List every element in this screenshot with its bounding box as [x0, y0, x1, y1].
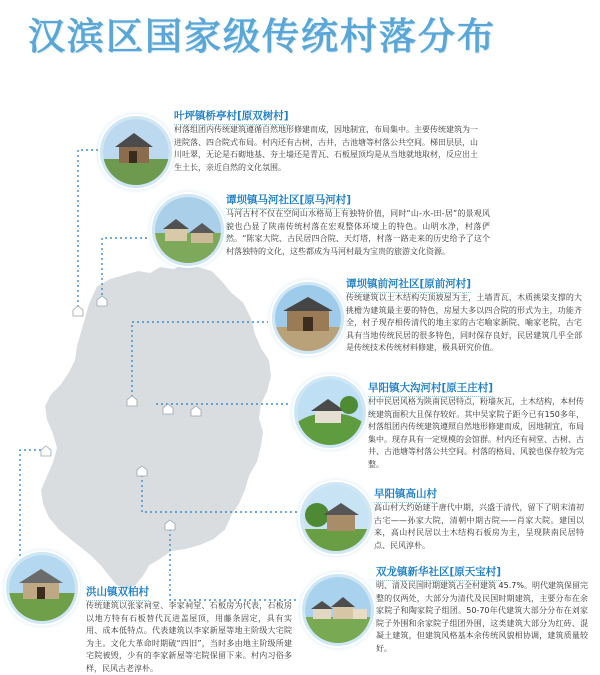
village-photo-v7 — [6, 552, 78, 624]
village-description: 传统建筑以张家祠堂、李家祠堂、石板房为代表，石板房以地方特有石板替代瓦进盖屋顶，用藤条固定，具有实用、成本低特点。代表建筑以李家新屋等地主阶级大宅院为主。文化大革命时期破“四旧”，当时多由地主阶级所建宅院被毁，少有的李家新屋等宅院保留下来。村内习俗多样，民风古老淳朴。 — [86, 601, 292, 673]
village-title: 双龙镇新华社区[原天宝村] — [376, 564, 501, 581]
village-title: 谭坝镇前河社区[原前河村] — [346, 276, 471, 293]
village-photo-v4 — [294, 376, 366, 448]
village-photo-v5 — [300, 482, 372, 554]
village-description: 高山村大约始建于唐代中期，兴盛于清代，留下了明末清初古宅——孙家大院，清朝中期古院——肖家大院。建国以来，高山村民居以土木结构石板房为主，呈现陕南民居特点、民风淳朴。 — [374, 503, 584, 550]
village-pin — [41, 446, 51, 456]
village-photo-v1 — [100, 116, 172, 188]
village-title: 叶坪镇桥亭村[原双树村] — [174, 108, 289, 125]
village-description: 传统建筑以土木结构尖顶坡屋为主，土墙青瓦，木质挑梁支撑的大挑檐为建筑最主要的特色，房屋大多以四合院的形式为主，功能齐全，村子现存相传清代的地主家的古宅喻家新院、喻家老院，古宅具有当地传统民居的很多特色，同时保存良好，民居建筑几乎全部是传统技术传统材料修建，极具研究价值。 — [346, 293, 582, 352]
page-title: 汉滨区国家级传统村落分布 — [28, 15, 496, 58]
village-title: 早阳镇大沟河村[原王庄村] — [368, 380, 493, 397]
village-title: 洪山镇双柏村 — [86, 584, 149, 601]
village-title: 早阳镇高山村 — [374, 486, 437, 503]
village-description: 马河古村不仅在空间山水格局上有独特价值，同时“山-水-田-居”的景观风貌也凸显了陕南传统村落在宏观整体环境上的特色。山明水净，村落俨然。“陈家大院、古民居四合院、天灯塔，村落一路走来的历史给予了这个村落独特的文化，这些都成为马河村最为宝贵的旅游文化资源。 — [226, 209, 490, 256]
village-photo-v6 — [302, 574, 374, 646]
village-description: 明、清及民国时期建筑占全村建筑 45.7%。明代建筑保留完整的仅两处，大部分为清代及民国时期建筑，主要分布在余家院子和陶家院子组团。50-70年代建筑大部分分布在刘家院子外围和余家院子组团外围，这类建筑大部分为红砖、混凝土建筑，但建筑风格基本余传统风貌相协调，建筑质量较好。 — [376, 581, 588, 653]
village-photo-v3 — [272, 282, 344, 354]
village-title: 谭坝镇马河社区[原马河村] — [226, 192, 351, 209]
village-pin — [73, 306, 83, 316]
village-photo-v2 — [152, 194, 224, 266]
village-description: 村中民居风格为陕南民居特点，粉墙灰瓦，土木结构，本村传统建筑面积大且保存较好。其中吴家院子距今已有150多年，村落组团内传统建筑遵照自然地形修建而成，因地制宜，布局集中。现存具有一定规模的会馆群。村内还有祠堂、古树、古井、古池塘等村落公共空间。村落的格局、风貌也保存较为完整。 — [368, 397, 584, 469]
village-description: 村落组团内传统建筑遵循自然地形修建而成，因地制宜，布局集中。主要传统建筑为一进院落、四合院式布局。村内还有古树，古井，古池塘等村落公共空间。梯田层层，山川吐翠，无论是石砌地基、夯土墙还是青瓦、石板屋顶均是从当地就地取材，反应出土生土长，亲近自然的文化氛围。 — [174, 125, 478, 172]
